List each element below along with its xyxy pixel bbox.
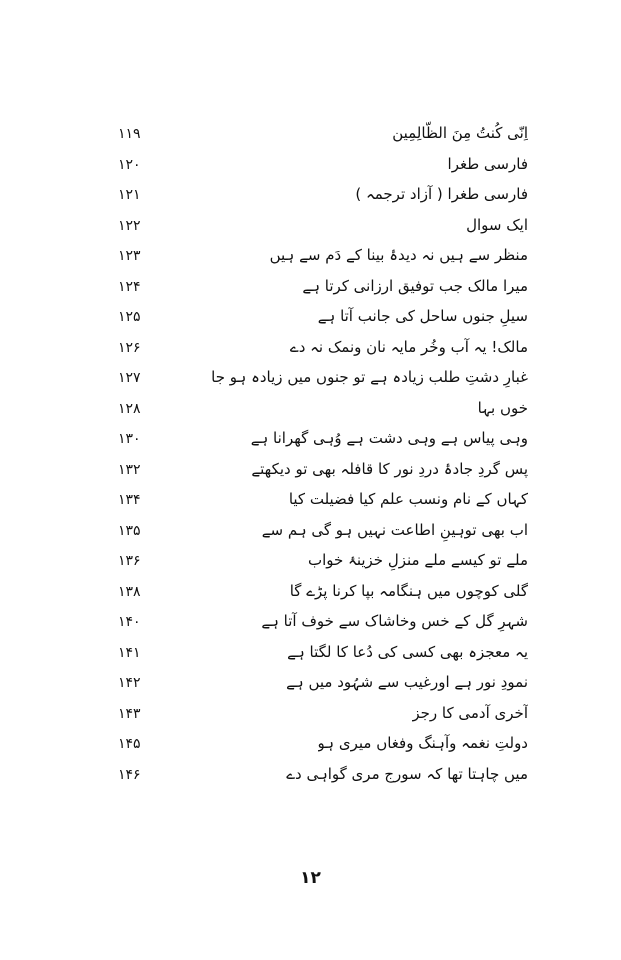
toc-entry [118, 667, 528, 698]
toc-entry-title: پس گردِ جادۂ دردِ نور کا قافلہ بھی تو دیکھتے [251, 459, 528, 478]
toc-entry [118, 484, 528, 515]
toc-entry-page-number: ۱۲۲ [118, 217, 141, 234]
page-number: ۱۲ [300, 868, 321, 888]
toc-entry-title: گلی کوچوں میں ہنگامہ بپا کرنا پڑے گا [289, 581, 528, 600]
toc-entry-page-number: ۱۳۸ [118, 583, 141, 600]
toc-entry-page-number: ۱۳۵ [118, 522, 141, 539]
toc-entry-page-number: ۱۲۰ [118, 156, 141, 173]
toc-entry [118, 393, 528, 424]
toc-entry-page-number: ۱۳۰ [118, 431, 141, 447]
toc-entry-title: شہرِ گل کے خس وخاشاک سے خوف آتا ہے [261, 612, 528, 630]
table-of-contents [118, 118, 528, 789]
toc-entry [118, 728, 528, 759]
toc-entry-title: دولتِ نغمہ وآہنگ وفغاں میری ہو [317, 734, 528, 752]
toc-entry-title: مالک! یہ آب وخُر مایہ نان ونمک نہ دے [289, 337, 528, 356]
toc-entry-title: منظر سے ہیں نہ دیدۂ بینا کے دَم سے ہیں [269, 246, 528, 264]
toc-entry-page-number: ۱۴۲ [118, 675, 141, 691]
toc-entry [118, 149, 528, 180]
toc-entry-title: فارسی طغرا [447, 154, 528, 173]
toc-entry [118, 271, 528, 302]
toc-entry [118, 454, 528, 485]
toc-entry-title: ایک سوال [466, 215, 528, 234]
toc-entry-page-number: ۱۴۵ [118, 736, 141, 752]
toc-entry-page-number: ۱۳۴ [118, 492, 141, 508]
toc-entry-page-number: ۱۱۹ [118, 126, 141, 142]
toc-entry [118, 362, 528, 393]
toc-entry-page-number: ۱۳۲ [118, 461, 141, 478]
toc-entry [118, 698, 528, 729]
toc-entry-page-number: ۱۲۳ [118, 248, 141, 264]
toc-entry-page-number: ۱۲۷ [118, 370, 141, 386]
toc-entry-page-number: ۱۲۸ [118, 400, 141, 417]
toc-entry-title: آخری آدمی کا رجز [412, 703, 528, 722]
toc-entry-page-number: ۱۲۵ [118, 309, 141, 325]
toc-entry [118, 423, 528, 454]
toc-entry-title: ملے تو کیسے ملے منزلِ خزینۂ خواب [307, 551, 528, 569]
toc-entry [118, 179, 528, 210]
toc-entry [118, 118, 528, 149]
toc-entry [118, 301, 528, 332]
toc-entry-title: سیلِ جنوں ساحل کی جانب آتا ہے [317, 307, 528, 325]
toc-entry-title: کہاں کے نام ونسب علم کیا فضیلت کیا [288, 490, 528, 508]
toc-entry-title: اب بھی توہینِ اطاعت نہیں ہو گی ہم سے [261, 520, 528, 539]
toc-entry-page-number: ۱۲۱ [118, 187, 141, 203]
toc-entry-title: نمودِ نور ہے اورغیب سے شہُود میں ہے [286, 673, 528, 691]
toc-entry-title: یہ معجزہ بھی کسی کی دُعا کا لگتا ہے [287, 642, 528, 661]
toc-entry-title: وہی پیاس ہے وہی دشت ہے وُہی گھرانا ہے [250, 429, 528, 447]
toc-entry [118, 210, 528, 241]
toc-entry [118, 515, 528, 546]
toc-entry [118, 240, 528, 271]
toc-entry-page-number: ۱۴۰ [118, 614, 141, 630]
toc-entry-title: میں چاہتا تھا کہ سورج مری گواہی دے [286, 764, 528, 783]
toc-entry-page-number: ۱۴۶ [118, 766, 141, 783]
toc-entry-title: میرا مالک جب توفیق ارزانی کرتا ہے [302, 276, 528, 295]
toc-entry-title: فارسی طغرا ( آزاد ترجمہ ) [355, 185, 528, 203]
toc-entry [118, 576, 528, 607]
toc-entry [118, 606, 528, 637]
toc-entry [118, 637, 528, 668]
toc-entry [118, 759, 528, 790]
toc-entry [118, 332, 528, 363]
toc-entry-page-number: ۱۴۳ [118, 705, 141, 722]
toc-entry [118, 545, 528, 576]
toc-entry-page-number: ۱۲۶ [118, 339, 141, 356]
toc-entry-title: غبارِ دشتِ طلب زیادہ ہے تو جنوں میں زیادہ ہو جا [211, 368, 528, 386]
toc-entry-page-number: ۱۴۱ [118, 644, 141, 661]
toc-entry-title: خوں بہا [477, 398, 528, 417]
toc-entry-page-number: ۱۳۶ [118, 553, 141, 569]
toc-entry-title: اِنّی کُنتُ مِنَ الظّالِمِین [392, 124, 528, 142]
toc-entry-page-number: ۱۲۴ [118, 278, 141, 295]
